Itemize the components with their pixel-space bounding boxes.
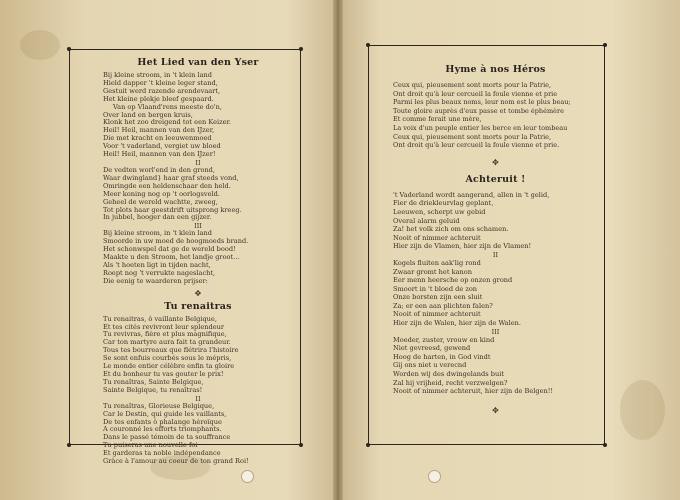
poem-stanza bbox=[393, 259, 598, 328]
binding-hole bbox=[428, 470, 441, 483]
verse-line: Voor 't vaderland, vergiet uw bloed bbox=[103, 142, 221, 151]
ornament-icon: ✥ bbox=[492, 157, 499, 167]
verse-line: Gij ons niet u verecnd bbox=[393, 361, 467, 370]
verse-line: Klonk het zoo dreigend tot een Keizer. bbox=[103, 118, 231, 127]
verse-line: Et comme ferait une mère, bbox=[393, 115, 482, 124]
verse-line: Tu renaîtras, Sainte Belgique, bbox=[103, 377, 204, 386]
poem-stanza bbox=[103, 72, 293, 159]
verse-line: Tu renaitras, ô vaillante Belgique, bbox=[103, 314, 217, 323]
ornament-icon: ✥ bbox=[194, 288, 202, 298]
frame-corner bbox=[366, 443, 370, 447]
stanza-number: III bbox=[491, 327, 500, 336]
stanza-number: II bbox=[195, 394, 201, 403]
verse-line: Ont droit qu'à leur cercueil la foule vienne et prie. bbox=[393, 141, 560, 150]
verse-line: Over land en bergen kruis, bbox=[103, 110, 193, 119]
verse-line: Niet gevreesd, gewend bbox=[393, 344, 471, 353]
stanza-number: II bbox=[195, 158, 201, 167]
poem-title-lied-van-den-yser: Het Lied van den Yser bbox=[137, 57, 259, 68]
verse-line: Car le Destin, qui guide les vaillants, bbox=[103, 409, 227, 418]
verse-line: Et du bonheur tu vas gouter le prix! bbox=[103, 370, 224, 378]
verse-line: Nooit of nimmer achteruit, hier zijn de Belgen!! bbox=[393, 387, 554, 396]
verse-line: 't Vaderland wordt aangerand, allen in 't gelid, bbox=[393, 190, 550, 199]
verse-line: Moeder, zuster, vrouw en kind bbox=[393, 335, 495, 344]
poem-stanza bbox=[393, 191, 598, 251]
poem-title-achteruit: Achteruit ! bbox=[465, 173, 526, 185]
stanza-number: II bbox=[492, 250, 499, 259]
verse-line: Grâce à l'amour au coeur de ton grand Roi! bbox=[103, 457, 249, 466]
verse-line: Se sont enfuis courbés sous le mépris, bbox=[103, 354, 232, 363]
verse-line: Sainte Belgique, tu renaîtras! bbox=[103, 385, 203, 394]
verse-line: In jubbel, hooger dan een gijzer. bbox=[103, 213, 212, 222]
verse-line: Roept nog 't verrukte nageslacht, bbox=[103, 268, 216, 277]
poem-title-hyme-a-nos-heros: Hyme à nos Héros bbox=[445, 64, 546, 75]
frame-corner bbox=[67, 443, 71, 447]
verse-line: Nooit of nimmer achteruit bbox=[393, 233, 481, 242]
verse-line: Tu puiseras une nouvelle foi bbox=[103, 441, 198, 450]
verse-line: Het schonwspel dat ge de wereld bood! bbox=[103, 245, 236, 254]
poem-stanza bbox=[103, 316, 293, 395]
verse-line: Onze borsten zijn een sluit bbox=[393, 293, 483, 302]
verse-line: Overal alarm geluid bbox=[393, 216, 460, 225]
verse-line: Fier de driekleurvlag geplant, bbox=[393, 199, 494, 208]
frame-corner bbox=[366, 43, 370, 47]
verse-line: Geheel de wereld wachtte, zweeg, bbox=[103, 197, 218, 206]
verse-line: Hield dapper 't kleine leger stand, bbox=[103, 78, 218, 87]
frame-corner bbox=[299, 443, 303, 447]
stanza-number: III bbox=[194, 222, 202, 231]
verse-line: Tot plots haar geestdrift uitsprong kreeg. bbox=[103, 205, 242, 214]
verse-line: Die eenig te waarderen prijser: bbox=[103, 276, 208, 285]
verse-line: Hoog de harten, in God vindt bbox=[393, 352, 491, 361]
frame-corner bbox=[603, 43, 607, 47]
verse-line: Zwaar gromt het kanon bbox=[393, 267, 472, 276]
book-gutter bbox=[333, 0, 343, 500]
verse-line: Maakte u den Stroom, het landje groot... bbox=[103, 253, 240, 262]
verse-line: Meer koning nog op 't oorlogsveld. bbox=[103, 189, 220, 198]
verse-line: Waar dwingland} haar graf steeds vond, bbox=[103, 173, 239, 182]
verse-line: Tu renaîtras, Glorieuse Belgique, bbox=[103, 401, 215, 410]
poem-title-tu-renaitras: Tu renaitras bbox=[164, 300, 232, 312]
verse-line: Die met kracht en leeuwenmoed bbox=[103, 134, 212, 143]
verse-line: Smoort in 't bloed de zon bbox=[393, 284, 478, 293]
frame-corner bbox=[299, 47, 303, 51]
verse-line: Hier zijn de Walen, hier zijn de Walen. bbox=[393, 319, 521, 328]
ornament-icon: ✥ bbox=[492, 405, 499, 415]
verse-line: De tes enfants ô phalange héroïque bbox=[103, 417, 222, 426]
poem-stanza bbox=[393, 81, 598, 150]
verse-line: Eer menn heersche op onzen grond bbox=[393, 276, 513, 285]
poem-stanza bbox=[103, 167, 293, 222]
verse-line: Heil! Heil, mannen van den IJzer! bbox=[103, 150, 216, 159]
left-page-content bbox=[103, 57, 293, 466]
verse-line: Et tes cités revivront leur splendeur bbox=[103, 322, 225, 331]
frame-corner bbox=[603, 443, 607, 447]
verse-line: De vedten worl'end in den grond, bbox=[103, 165, 216, 174]
verse-line: Heil! Heil, mannen van den IJzer, bbox=[103, 126, 215, 135]
verse-line: Ceux qui, pieusement sont morts pour la Patrie, bbox=[393, 132, 552, 141]
verse-line: Ont droit qu'à leur cercueil la foule vienne et prie bbox=[393, 89, 558, 98]
verse-line: Leeuwen, scherpt uw gebid bbox=[393, 207, 486, 216]
paper-stain bbox=[20, 30, 60, 60]
paper-stain bbox=[620, 380, 665, 440]
verse-line: Als 't hoeten ligt in tijden nacht, bbox=[103, 260, 211, 269]
verse-line: Worden wij des dwingelands buit bbox=[393, 370, 504, 379]
verse-line: Tu revivras, fière et plus magnifique, bbox=[103, 330, 227, 339]
poem-stanza bbox=[103, 230, 293, 285]
verse-line: Kogels fluiten aak'lig rond bbox=[393, 258, 481, 267]
verse-line: Car ton martyre aura fait ta grandeur. bbox=[103, 338, 231, 347]
verse-line: Za; er een aan plichten falen? bbox=[393, 301, 493, 310]
verse-line: Smoorde in uw moed de hoogmoeds brand. bbox=[103, 237, 249, 246]
verse-line: Bij kleine stroom, in 't klein land bbox=[103, 71, 212, 79]
frame-corner bbox=[67, 47, 71, 51]
binding-hole bbox=[241, 470, 254, 483]
verse-line: Gestuit werd razende arendevaart, bbox=[103, 86, 221, 95]
verse-line: Za! het volk zich om ons schamen. bbox=[393, 225, 509, 234]
verse-line: Tous tes bourreaux que flétrira l'histoire bbox=[103, 346, 239, 355]
verse-line: Het kleine plekje bleef gespaard. bbox=[103, 94, 214, 103]
verse-line: La voix d'un peuple entier les berce en leur tombeau bbox=[393, 123, 568, 132]
poem-stanza bbox=[103, 403, 293, 466]
verse-line: A couronné les efforts triomphants. bbox=[103, 425, 222, 434]
verse-line: Nooit of nimmer achteruit bbox=[393, 310, 481, 319]
verse-line: Van op Vlaand'rens meeste do'n, bbox=[113, 102, 222, 111]
verse-line: Dans le passé témoin de ta souffrance bbox=[103, 433, 231, 442]
verse-line: Omringde een heldenschaar den held. bbox=[103, 181, 231, 190]
right-page-content bbox=[393, 64, 598, 416]
verse-line: Toute gloire auprès d'eux passe et tombe éphémère bbox=[393, 106, 564, 115]
poem-stanza bbox=[393, 336, 598, 396]
verse-line: Le monde entier célèbre enfin ta gloire bbox=[103, 362, 235, 371]
verse-line: Hier zijn de Vlamen, hier zijn de Vlamen! bbox=[393, 242, 532, 251]
verse-line: Et garderas ta noble indépendance bbox=[103, 449, 221, 458]
verse-line: Parmi les plus beaux noms, leur nom est le plus beau; bbox=[393, 98, 571, 107]
verse-line: Zal hij vrijheid, recht verzwelgen? bbox=[393, 378, 508, 387]
verse-line: Bij kleine stroom, in 't klein land bbox=[103, 229, 212, 238]
verse-line: Ceux qui, pieusement sont morts pour la Patrie, bbox=[393, 81, 552, 89]
